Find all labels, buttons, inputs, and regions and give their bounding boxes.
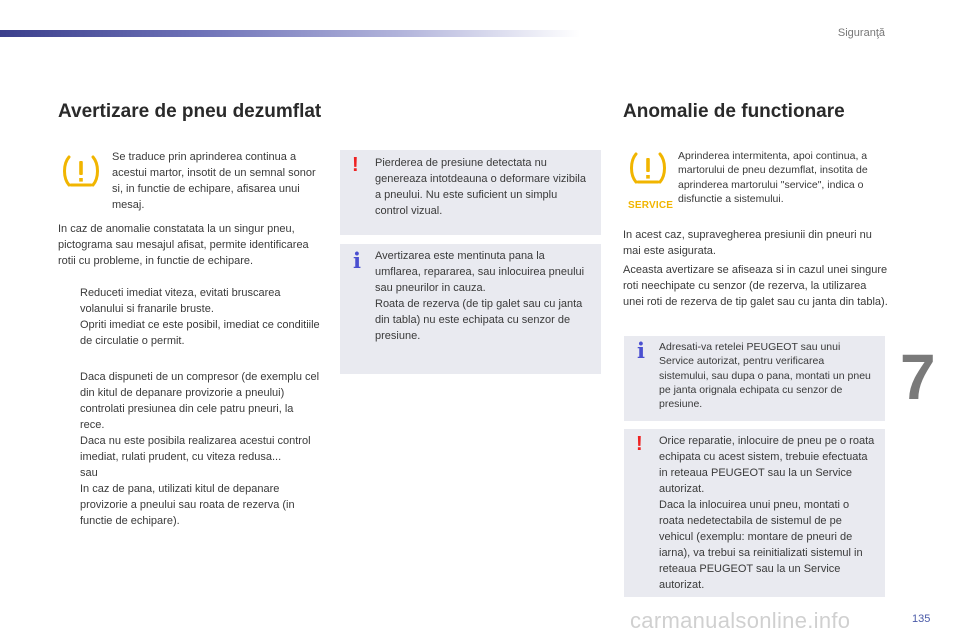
left-icon-intro: Se traduce prin aprinderea continua a acestui martor, insotit de un semnal sonor si, in functie de echipare, afisarea unui mesaj. xyxy=(112,151,316,211)
left-section-title: Avertizare de pneu dezumflat xyxy=(58,101,322,122)
chapter-number: 7 xyxy=(900,341,936,413)
right-info-text: Adresati-va retelei PEUGEOT sau unui Service autorizat, pentru verificarea sistemului, sau dupa o pana, montati un pneu pe janta orignala echipata cu senzor de presiune. xyxy=(659,341,871,411)
watermark: carmanualsonline.info xyxy=(630,608,851,633)
right-info-box xyxy=(624,336,885,421)
info-line: Avertizarea este mentinuta pana la umflarea, repararea, sau inlocuirea pneului sau pneurilor in cauza. xyxy=(375,250,585,294)
page-number: 135 xyxy=(912,613,931,625)
service-warning-icon xyxy=(628,150,674,211)
service-label: SERVICE xyxy=(628,200,674,211)
info-icon: i xyxy=(353,248,361,273)
section-label: Siguranţă xyxy=(837,27,885,39)
list-item xyxy=(58,481,320,529)
warning-line: Orice reparatie, inlocuire de pneu pe o roata echipata cu acest sistem, trebuie efectuata in reteaua PEUGEOT sau la un Service autorizat. xyxy=(659,435,875,495)
list-item xyxy=(58,285,320,317)
info-line: Roata de rezerva (de tip galet sau cu janta din tabla) nu este echipata cu senzor de presiune. xyxy=(375,298,583,342)
left-bullet-list-2 xyxy=(58,369,320,529)
warning-note-box xyxy=(340,150,601,235)
header-gradient-bar xyxy=(0,30,580,37)
tire-pressure-warning-icon xyxy=(62,153,100,189)
warning-exclamation-icon: ! xyxy=(352,154,359,176)
right-paragraph-1: In acest caz, supravegherea presiunii din pneuri nu mai este asigurata. xyxy=(623,229,872,257)
info-note-box xyxy=(340,244,601,374)
info-icon: i xyxy=(637,338,645,363)
left-paragraph: In caz de anomalie constatata la un singur pneu, pictograma sau mesajul afisat, permite identificarea rotii cu probleme, in functie de echipare. xyxy=(58,223,309,267)
right-paragraph-2: Aceasta avertizare se afiseaza si in cazul unei singure roti neechipate cu senzor (de rezerva, la utilizarea unei roti de rezerva de tip galet sau cu janta din tabla). xyxy=(623,264,888,308)
bullet-text: In caz de pana, utilizati kitul de depanare provizorie a pneului sau roata de rezerva (in functie de echipare). xyxy=(80,483,295,527)
right-warning-box xyxy=(624,429,885,597)
bullet-text: Opriti imediat ce este posibil, imediat ce conditiile de circulatie o permit. xyxy=(80,319,320,347)
tire-pressure-icon xyxy=(628,150,668,186)
bullet-text: Reduceti imediat viteza, evitati bruscarea volanului si franarile bruste. xyxy=(80,287,281,315)
warning-note-text: Pierderea de presiune detectata nu genereaza intotdeauna o deformare vizibila a pneului. Nu este suficient un simplu control vizual. xyxy=(375,157,586,217)
bullet-text-continued: Daca nu este posibila realizarea acestui control imediat, rulati prudent, cu viteza redusa... xyxy=(80,435,311,463)
list-item xyxy=(58,369,320,481)
right-section-title: Anomalie de functionare xyxy=(623,101,845,122)
bullet-text: Daca dispuneti de un compresor (de exemplu cel din kitul de depanare provizorie a pneului) controlati presiunea din cele patru pneuri, la rece. xyxy=(80,371,320,431)
list-item xyxy=(58,317,320,349)
right-icon-intro: Aprinderea intermitenta, apoi continua, a martorului de pneu dezumflat, insotita de aprinderea martorului "service", indica o disfunctie a sistemului. xyxy=(678,150,868,205)
warning-exclamation-icon: ! xyxy=(636,433,643,455)
left-bullet-list xyxy=(58,285,320,349)
info-note-text xyxy=(375,248,589,344)
right-warning-text xyxy=(659,433,875,593)
bullet-text-or: sau xyxy=(80,467,98,479)
warning-line: Daca la inlocuirea unui pneu, montati o roata nedetectabila de sistemul de pe vehicul (exemplu: montare de pneuri de iarna), va trebui sa reinitializati sistemul in reteaua PEUGEOT sau la un Service autorizat. xyxy=(659,499,863,591)
